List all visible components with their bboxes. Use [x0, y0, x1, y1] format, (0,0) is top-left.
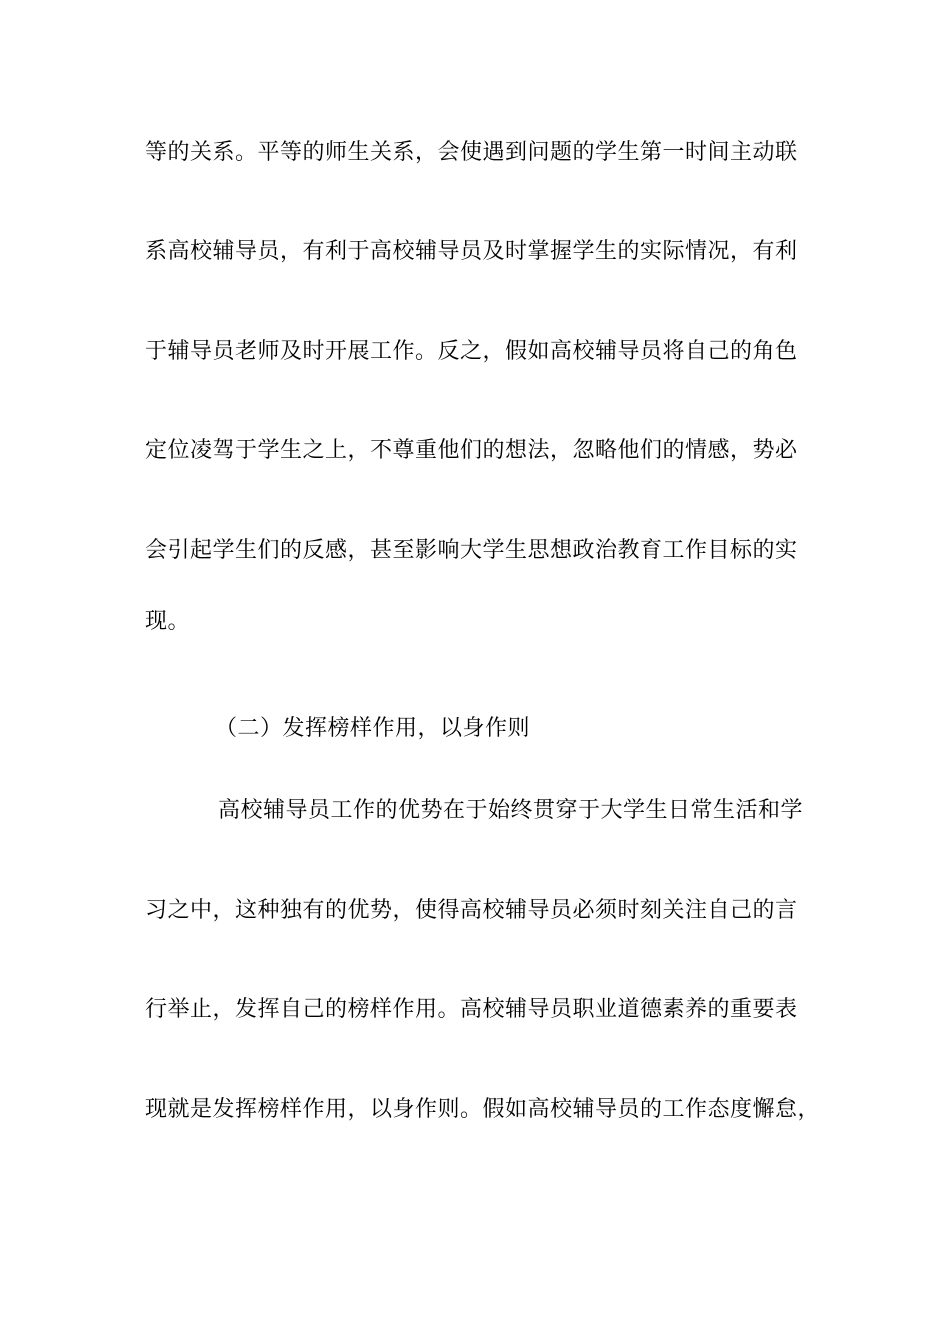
paragraph-line: 高校辅导员工作的优势在于始终贯穿于大学生日常生活和学	[218, 798, 804, 823]
paragraph-line: 等的关系。平等的师生关系，会使遇到问题的学生第一时间主动联	[145, 140, 798, 165]
paragraph-line: 行举止，发挥自己的榜样作用。高校辅导员职业道德素养的重要表	[145, 997, 798, 1022]
paragraph-line: 于辅导员老师及时开展工作。反之，假如高校辅导员将自己的角色	[145, 339, 798, 364]
section-heading: （二）发挥榜样作用，以身作则	[215, 716, 531, 741]
paragraph-line: 现。	[145, 609, 191, 634]
paragraph-line: 系高校辅导员，有利于高校辅导员及时掌握学生的实际情况，有利	[145, 239, 798, 264]
paragraph-line: 习之中，这种独有的优势，使得高校辅导员必须时刻关注自己的言	[145, 898, 798, 923]
paragraph-line: 会引起学生们的反感，甚至影响大学生思想政治教育工作目标的实	[145, 538, 798, 563]
paragraph-line: 现就是发挥榜样作用，以身作则。假如高校辅导员的工作态度懈怠，	[145, 1097, 821, 1122]
paragraph-line: 定位凌驾于学生之上，不尊重他们的想法，忽略他们的情感，势必	[145, 438, 798, 463]
